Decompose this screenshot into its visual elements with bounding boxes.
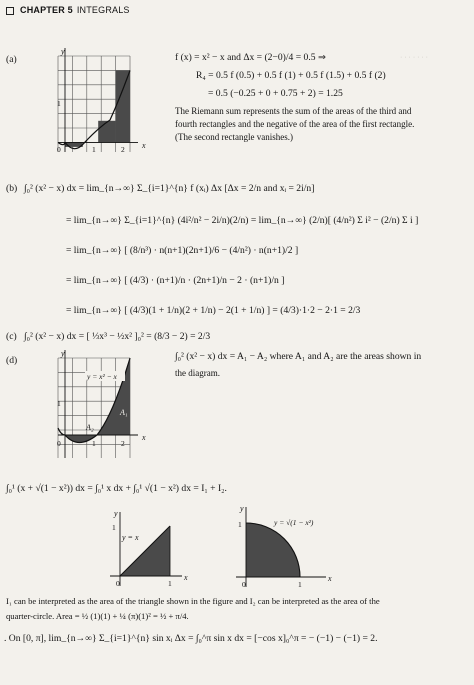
- y-axis-label: y: [114, 509, 118, 518]
- x-tick-0: 0: [57, 439, 61, 448]
- part-b-line-1: ∫₀² (x² − x) dx = lim_{n→∞} Σ_{i=1}^{n} f (xᵢ) Δx [Δx = 2/n and xᵢ = 2i/n]: [24, 183, 315, 194]
- y-axis-label: y: [61, 47, 65, 56]
- region-a1-label: A₁: [120, 408, 128, 417]
- x-tick-1: 1: [298, 580, 302, 589]
- bleed-through-text: · · · · · · ·: [400, 54, 428, 61]
- x-axis-label: x: [142, 433, 146, 442]
- part-d-label: (d): [6, 355, 18, 366]
- part-a-line-1: f (x) = x² − x and Δx = (2−0)/4 = 0.5 ⇒: [175, 52, 326, 63]
- part-e-conclusion-2: quarter-circle. Area = ½ (1)(1) + ¼ (π)(1)² = ½ + π/4.: [6, 611, 189, 621]
- part-a-explanation-2: fourth rectangles and the negative of the area of the first rectangle.: [175, 119, 415, 129]
- part-b-line-4: = lim_{n→∞} [ (4/3) · (n+1)/n · (2n+1)/n − 2 · (n+1)/n ]: [66, 275, 285, 286]
- part-d-text-2: the diagram.: [175, 368, 220, 378]
- part-e-integral-line: ∫₀¹ (x + √(1 − x²)) dx = ∫₀¹ x dx + ∫₀¹ √(1 − x²) dx = I₁ + I₂.: [6, 483, 227, 494]
- chapter-number: CHAPTER 5: [20, 5, 73, 15]
- region-a2-label: A₂: [86, 423, 94, 432]
- x-tick-1: 1: [92, 439, 96, 448]
- part-a-riemann-graph: [58, 48, 158, 160]
- part-a-line-3: = 0.5 (−0.25 + 0 + 0.75 + 2) = 1.25: [208, 88, 343, 99]
- x-tick-1: 1: [168, 579, 172, 588]
- y-tick-1: 1: [57, 99, 61, 108]
- x-tick-2: 2: [121, 439, 125, 448]
- part-b-label: (b): [6, 183, 18, 194]
- curve-label: y = √(1 − x²): [274, 518, 314, 527]
- part-f-text: On [0, π], lim_{n→∞} Σ_{i=1}^{n} sin xᵢ Δx = ∫₀^π sin x dx = [−cos x]₀^π = − (−1) − (−1) = 2.: [8, 633, 378, 644]
- part-b-line-3: = lim_{n→∞} [ (8/n³) · n(n+1)(2n+1)/6 − (4/n²) · n(n+1)/2 ]: [66, 245, 299, 256]
- x-axis-label: x: [142, 141, 146, 150]
- x-tick-2: 2: [121, 145, 125, 154]
- chapter-header: [6, 5, 130, 15]
- part-a-explanation-3: (The second rectangle vanishes.): [175, 132, 293, 142]
- part-d-text-1: ∫₀² (x² − x) dx = A₁ − A₂ where A₁ and A₂ are the areas shown in: [175, 351, 422, 362]
- y-axis-label: y: [240, 504, 244, 513]
- bullet-dot-icon: .: [4, 633, 9, 644]
- x-axis-label: x: [328, 574, 332, 583]
- part-b-line-2: = lim_{n→∞} Σ_{i=1}^{n} (4i²/n² − 2i/n)(2/n) = lim_{n→∞} (2/n)[ (4/n²) Σ i² − (2/n) Σ i ]: [66, 215, 419, 226]
- part-f-line: [4, 633, 377, 644]
- part-a-line-2: R₄ = 0.5 f (0.5) + 0.5 f (1) + 0.5 f (1.5) + 0.5 f (2): [196, 70, 386, 81]
- part-a-label: (a): [6, 54, 17, 65]
- curve-label: y = x: [122, 533, 139, 542]
- square-bullet-icon: [6, 7, 14, 15]
- part-e-conclusion-1: I₁ can be interpreted as the area of the triangle shown in the figure and I₂ can be interpreted as the area of the: [6, 596, 380, 606]
- y-axis-label: y: [61, 349, 65, 358]
- part-d-area-graph: [58, 350, 158, 466]
- x-tick-0: 0: [57, 145, 61, 154]
- y-tick-1: 1: [112, 523, 116, 532]
- part-c-label: (c): [6, 331, 17, 342]
- y-tick-1: 1: [238, 520, 242, 529]
- part-c-line: ∫₀² (x² − x) dx = [ ⅓x³ − ½x² ]₀² = (8/3 − 2) = 2/3: [24, 331, 211, 342]
- part-e-quarter-circle-graph: [232, 505, 332, 593]
- part-e-triangle-graph: [100, 508, 190, 592]
- part-b-line-5: = lim_{n→∞} [ (4/3)(1 + 1/n)(2 + 1/n) − 2(1 + 1/n) ] = (4/3)·1·2 − 2·1 = 2/3: [66, 305, 361, 316]
- x-tick-0: 0: [116, 579, 120, 588]
- x-tick-1: 1: [92, 145, 96, 154]
- x-axis-label: x: [184, 573, 188, 582]
- curve-label: y = x² − x: [87, 372, 117, 381]
- y-tick-1: 1: [57, 399, 61, 408]
- chapter-topic: INTEGRALS: [76, 5, 130, 15]
- x-tick-0: 0: [242, 580, 246, 589]
- part-a-explanation-1: The Riemann sum represents the sum of the areas of the third and: [175, 106, 412, 116]
